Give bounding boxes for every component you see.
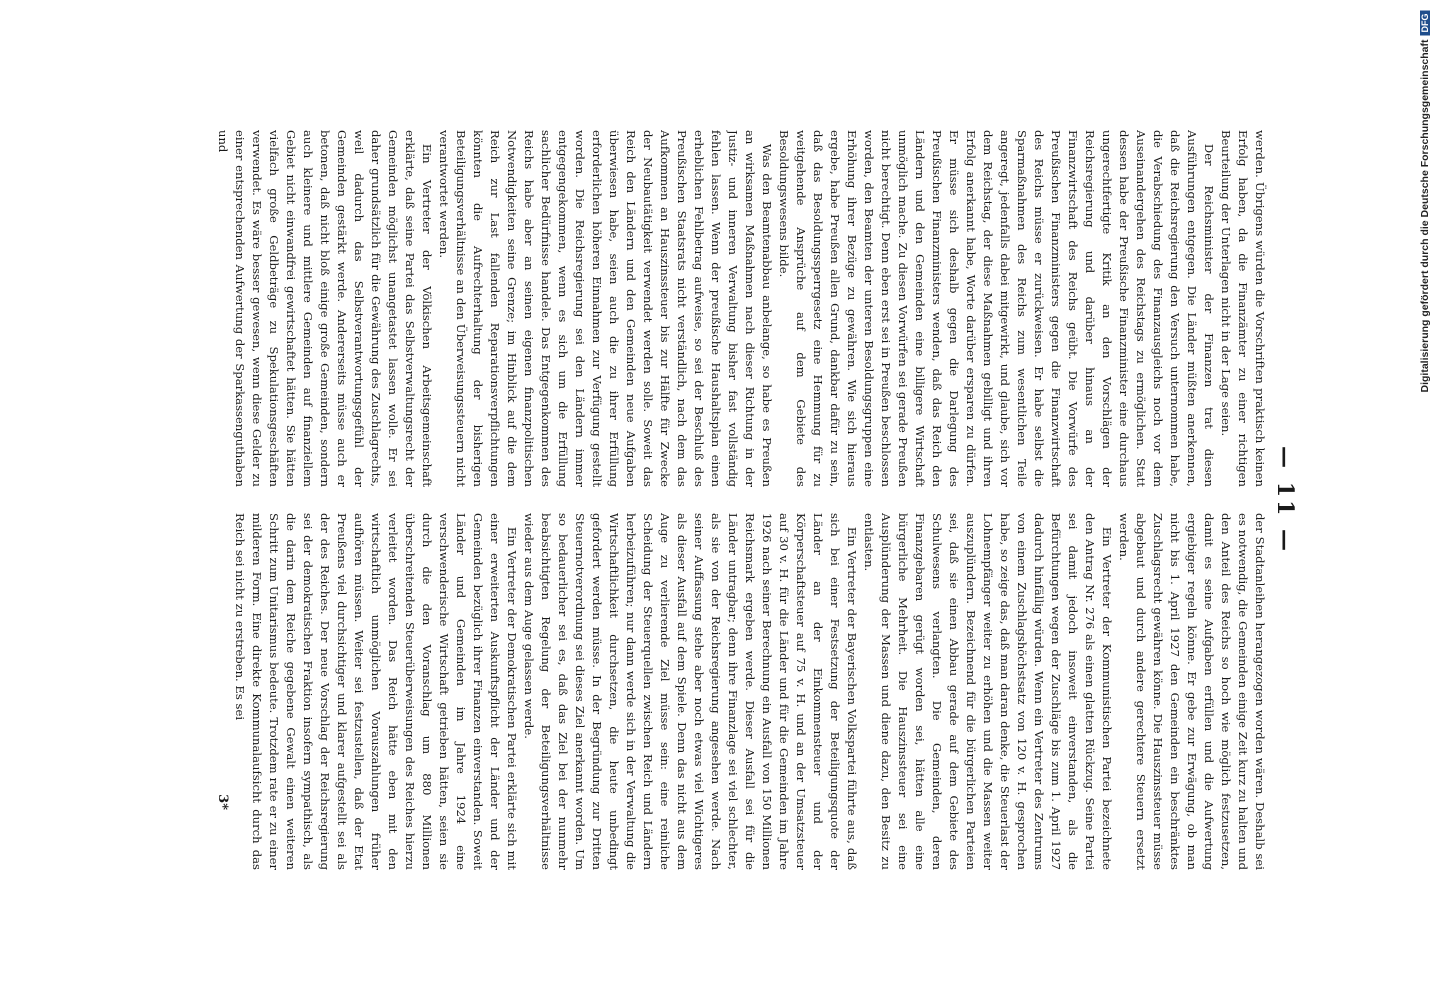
left-text-column [148,130,1268,487]
paragraph: Ein Vertreter der Demokratischen Partei erklärte sich mit einer erweiterten Auskunftspflicht der Länder und der Gemeinden bezüglich ihrer Finanzen einverstanden. Soweit Länder und Gemeinden im Jahre 1924 eine verschwenderische Wirtschaft getrieben hätten, seien sie durch die den Voranschlag um 880 Millionen überschreitenden Steuerüberweisungen des Reiches hierzu verleitet worden. Das Reich hätte eben mit den wirtschaftlich unmöglichen Vorauszahlungen früher aufhören müssen. Weiter sei festzustellen, daß der Etat Preußens viel durchsichtiger und klarer aufgestellt sei als der des Reiches. Der neue Vorschlag der Reichsregierung sei der demokratischen Fraktion insofern sympathisch, als die darin dem Reiche gegebene Gewalt einen weiteren Schritt zum Unitarismus bedeute. Trotzdem rate er zu einer milderen Form. Eine direkte Kommunalaufsicht durch das Reich sei nicht zu erstreben. Es sei [233,513,519,870]
document-page [120,100,1320,900]
signature-mark: 3* [215,794,230,810]
credit-text: Digitalisierung gefördert durch die Deutsche Forschungsgemeinschaft [1419,39,1431,392]
page-number-header: — 11 — [1272,446,1298,554]
dfg-logo: DFG [1420,10,1430,35]
scanned-page-area [120,100,1320,900]
right-text-column [148,513,1268,870]
paragraph: Was den Beamtenabbau anbelange, so habe es Preußen an wirksamen Maßnahmen nach dieser Richtung in der Justiz- und inneren Verwaltung bisher fast vollständig fehlen lassen. Wenn der preußische Haushaltsplan einen erheblichen Fehlbetrag aufweise, so sei der Beschluß des Preußischen Staatsrats nicht verständlich, nach dem das Aufkommen an Hauszinssteuer bis zur Hälfte für Zwecke der Neubautätigkeit verwendet werden solle. Soweit das Reich den Ländern und den Gemeinden neue Aufgaben überwiesen habe, seien auch die zu ihrer Erfüllung erforderlichen höheren Einnahmen zur Verfügung gestellt worden. Die Reichsregierung sei den Ländern immer entgegengekommen, wenn es sich um die Erfüllung sachlicher Bedürfnisse handele. Das Entgegenkommen des Reichs habe aber an seinen eigenen finanzpolitischen Notwendigkeiten seine Grenze; im Hinblick auf die dem Reich zur Last fallenden Reparationsverpflichtungen könnten die Aufrechterhaltung der bisherigen Beteiligungsverhältnisse an den Überweisungssteuern nicht verantwortet werden. [437,130,774,487]
digitization-credit [1418,10,1432,995]
paragraph: Ein Vertreter der Kommunistischen Partei bezeichnete den Antrag Nr. 276 als einen glatten Rückzug. Seine Partei sei damit jedoch insoweit einverstanden, als die Befürchtungen wegen der Zuschläge bis zum 1. April 1927 dadurch hinfällig würden. Wenn ein Vertreter des Zentrums von einem Zuschlagshöchstsatz von 120 v. H. gesprochen habe, so zeige das, daß man daran denke, die Steuerlast der Lohnempfänger weiter zu erhöhen und die Massen weiter auszuplündern. Bezeichnend für die bürgerlichen Parteien sei, daß sie einen Abbau gerade auf dem Gebiete des Schulwesens verlangten. Die Gemeinden, deren Finanzgebaren gerügt worden sei, hätten alle eine bürgerliche Mehrheit. Die Hauszinssteuer sei eine Ausplünderung der Massen und diene dazu, den Besitz zu entlasten. [862,513,1114,870]
paragraph: werden. Übrigens würden die Vorschriften praktisch keinen Erfolg haben, da die Finanzämter zu einer richtigen Beurteilung der Unterlagen nicht in der Lage seien. [1219,130,1267,487]
paragraph: Der Reichsminister der Finanzen trat diesen Ausführungen entgegen. Die Länder müßten anerkennen, daß die Reichsregierung den Versuch unternommen habe, die Verabschiedung des Finanzausgleichs noch vor dem Auseinandergehen des Reichstags zu ermöglichen. Statt dessen habe der Preußische Finanzminister eine durchaus ungerechtfertigte Kritik an den Vorschlägen der Reichsregierung und darüber hinaus an der Finanzwirtschaft des Reichs geübt. Die Vorwürfe des Preußischen Finanzministers gegen die Finanzwirtschaft des Reichs müsse er zurückweisen. Er habe selbst die Sparmaßnahmen des Reichs zum wesentlichen Teile angeregt, jedenfalls dabei mitgewirkt, und glaube, sich vor dem Reichstag, der diese Maßnahmen gebilligt und ihren Erfolg anerkannt habe, Worte darüber ersparen zu dürfen. Er müsse sich deshalb gegen die Darlegung des Preußischen Finanzministers wenden, daß das Reich den Ländern und den Gemeinden eine billigere Wirtschaft unmöglich mache. Zu diesen Vorwürfen sei gerade Preußen nicht berechtigt. Denn eben erst sei in Preußen beschlossen worden, den Beamten der unteren Besoldungsgruppen eine Erhöhung ihrer Bezüge zu gewähren. Wie sich hieraus ergebe, habe Preußen allen Grund, dankbar dafür zu sein, daß das Besoldungssperrgesetz eine Hemmung für zu weitgehende Ansprüche auf dem Gebiete des Besoldungswesens bilde. [777,130,1216,487]
paragraph: Ein Vertreter der Völkischen Arbeitsgemeinschaft erklärte, daß seine Partei das Selbstverwaltungsrecht der Gemeinden möglichst unangetastet lassen wolle. Er sei daher grundsätzlich für die Gewährung des Zuschlagrechts, weil dadurch das Selbstverantwortungsgefühl der Gemeinden gestärkt werde. Andererseits müsse auch er betonen, daß nicht bloß einige große Gemeinden, sondern auch kleinere und mittlere Gemeinden auf finanziellem Gebiet nicht einwandfrei gewirtschaftet hätten. Sie hätten vielfach große Geldbeträge zu Spekulationsgeschäften verwendet. Es wäre besser gewesen, wenn diese Gelder zu einer entsprechenden Aufwertung der Sparkassenguthaben und [216,130,434,487]
text-columns [148,130,1268,870]
paragraph: der Stadtanleihen herangezogen worden wären. Deshalb sei es notwendig, die Gemeinden einige Zeit kurz zu halten und den Anteil des Reichs so hoch wie möglich festzusetzen, damit es seine Aufgaben erfüllen und die Aufwertung ergiebiger regeln könne. Er gebe zur Erwägung, ob man nicht bis 1. April 1927 den Gemeinden ein beschränktes Zuschlagsrecht gewähren könne. Die Hauszinssteuer müsse abgebaut und durch andere gerechtere Steuern ersetzt werden. [1117,513,1267,870]
paragraph: Ein Vertreter der Bayerischen Volkspartei führte aus, daß sich bei einer Festsetzung der Beteiligungsquote der Länder an der Einkommensteuer und der Körperschaftsteuer auf 75 v. H. und an der Umsatzsteuer auf 30 v. H. für die Länder und für die Gemeinden im Jahre 1926 nach seiner Berechnung ein Ausfall von 150 Millionen Reichsmark ergeben werde. Dieser Ausfall sei für die Länder untragbar; denn ihre Finanzlage sei viel schlechter, als sie von der Reichsregierung angesehen werde. Nach seiner Auffassung stehe aber noch etwas viel Wichtigeres als dieser Ausfall auf dem Spiele. Denn das nicht aus dem Auge zu verlierende Ziel müsse sein: eine reinliche Scheidung der Steuerquellen zwischen Reich und Ländern herbeizuführen; nur dann werde sich in der Verwaltung die Wirtschaftlichkeit durchsetzen, die heute unbedingt gefordert werden müsse. In der Begründung zur Dritten Steuernotverordnung sei dieses Ziel anerkannt worden. Um so bedauerlicher sei es, daß das Ziel bei der nunmehr beabsichtigten Regelung der Beteiligungsverhältnisse wieder aus dem Auge gelassen werde. [522,513,859,870]
